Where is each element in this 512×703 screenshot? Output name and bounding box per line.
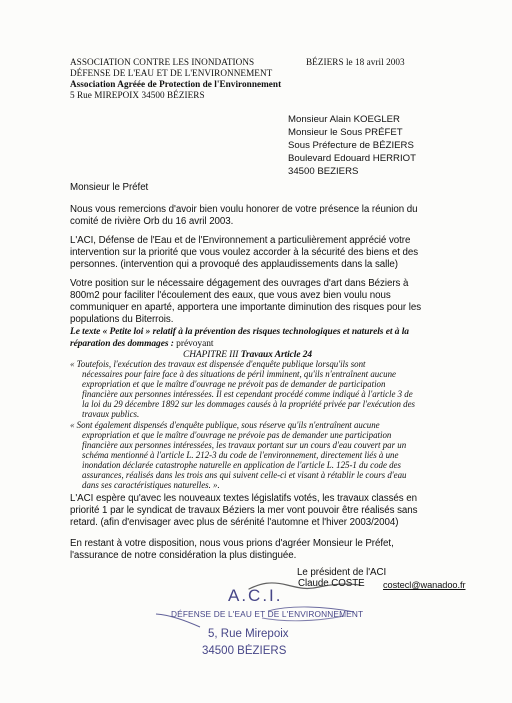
- recipient-line-4: Boulevard Edouard HERRIOT: [288, 153, 416, 164]
- quote-1-line-5: la loi du 29 décembre 1892 sur les dommages causés à la propriété privée par l'exécution des: [82, 399, 416, 409]
- stamp-line-2: DÉFENSE DE L'EAU ET DE L'ENVIRONNEMENT: [171, 609, 364, 619]
- quote-1-line-6: travaux publics.: [82, 409, 140, 419]
- closing-paragraph-2-line-1: En restant à votre disposition, nous vous prions d'agréer Monsieur le Préfet,: [70, 538, 394, 549]
- recipient-line-3: Sous Préfecture de BÉZIERS: [288, 140, 414, 151]
- quote-2-line-1: « Sont également dispensés d'enquête publique, sous réserve qu'ils n'entraînent aucune: [70, 420, 380, 430]
- signature-name: Claude COSTE: [298, 578, 365, 589]
- quote-1-line-1: « Toutefois, l'exécution des travaux est dispensée d'enquête publique lorsqu'ils sont: [70, 359, 366, 369]
- quote-2-line-7: dans ses caractéristiques naturelles. ».: [82, 480, 220, 490]
- quote-2-line-4: schéma mentionné à l'article L. 212-3 du code de l'environnement, directement liés à une: [82, 450, 399, 460]
- signature-title: Le président de l'ACI: [297, 567, 387, 578]
- paragraph-3-line-4: populations du Biterrois.: [70, 314, 174, 325]
- association-address-line: 5 Rue MIREPOIX 34500 BÉZIERS: [70, 90, 205, 100]
- signature-email[interactable]: costecl@wanadoo.fr: [383, 580, 466, 590]
- stamp-line-1: A.C.I.: [228, 586, 283, 605]
- paragraph-3-line-3: communiquer en aparté, apportera une importante diminution des risques pour les: [70, 302, 422, 313]
- paragraph-2-line-2: intervention sur la priorité que vous voulez accorder à la sécurité des biens et des: [70, 247, 419, 258]
- law-title-italic-part: réparation des dommages :: [70, 339, 174, 349]
- closing-paragraph-1-line-2: priorité 1 par le syndicat de travaux Béziers la mer vont pouvoir être réalisés sans: [70, 505, 418, 516]
- quote-1-line-2: nécessaires pour faire face à des situations de péril imminent, qu'ils n'entraînent aucune: [82, 369, 396, 379]
- salutation: Monsieur le Préfet: [70, 182, 149, 193]
- recipient-line-2: Monsieur le Sous PRÉFET: [288, 127, 403, 138]
- quote-2-line-2: expropriation et que le maître d'ouvrage ne prévoie pas de demander une participation: [82, 430, 392, 440]
- recipient-line-5: 34500 BEZIERS: [288, 166, 359, 177]
- closing-paragraph-1-line-3: retard. (afin d'envisager avec plus de sérénité l'automne et l'hiver 2003/2004): [70, 517, 399, 528]
- paragraph-3-line-1: Votre position sur le nécessaire dégagement des ouvrages d'art dans Béziers à: [70, 278, 409, 289]
- association-name-line-2: DÉFENSE DE L'EAU ET DE L'ENVIRONNEMENT: [70, 68, 273, 78]
- quote-1-line-4: financière aux personnes intéressées. Il est cependant procédé comme indiqué à l'article 3 de: [82, 389, 413, 399]
- article-label: Travaux Article 24: [240, 350, 313, 360]
- stamp-line-4: 34500 BÉZIERS: [202, 645, 287, 657]
- law-title-line-1: Le texte « Petite loi » relatif à la prévention des risques technologiques et naturels et à la: [70, 327, 409, 337]
- quote-2-line-5: inondation déclarée catastrophe naturelle en application de l'article L. 125-1 du code des: [82, 460, 401, 470]
- paragraph-2-line-1: L'ACI, Défense de l'Eau et de l'Environnement a particulièrement apprécié votre: [70, 235, 411, 246]
- chapter-label: CHAPITRE III: [183, 350, 239, 360]
- quote-2-line-6: assurances, réalisés dans les trois ans qui suivent celle-ci et visant à rétablir le cours d'eau: [82, 470, 407, 480]
- law-title-regular-part: prévoyant: [173, 339, 214, 349]
- stamp-marks: [154, 602, 358, 630]
- association-name-line-1: ASSOCIATION CONTRE LES INONDATIONS: [70, 57, 255, 67]
- paragraph-1-line-2: comité de rivière Orb du 16 avril 2003.: [70, 216, 234, 227]
- quote-2-line-3: financière aux personnes intéressées, les travaux portant sur un cours d'eau couvert par un: [82, 440, 407, 450]
- closing-paragraph-1-line-1: L'ACI espère qu'avec les nouveaux textes législatifs votés, les travaux classés en: [70, 493, 418, 504]
- quote-1-line-3: expropriation et que le maître d'ouvrage ne prévoit pas de demander de participation: [82, 379, 386, 389]
- paragraph-1-line-1: Nous vous remercions d'avoir bien voulu honorer de votre présence la réunion du: [70, 204, 418, 215]
- letter-date: BÉZIERS le 18 avril 2003: [306, 57, 405, 67]
- paragraph-2-line-3: personnes. (intervention qui a provoqué des applaudissements dans la salle): [70, 259, 398, 270]
- paragraph-3-line-2: 800m2 pour faciliter l'écoulement des eaux, que vous avez bien voulu nous: [70, 290, 391, 301]
- stamp-line-3: 5, Rue Mirepoix: [208, 628, 289, 640]
- closing-paragraph-2-line-2: l'assurance de notre considération la plus distinguée.: [70, 550, 297, 561]
- association-status-line: Association Agréée de Protection de l'Environnement: [70, 79, 282, 89]
- recipient-line-1: Monsieur Alain KOEGLER: [288, 114, 400, 125]
